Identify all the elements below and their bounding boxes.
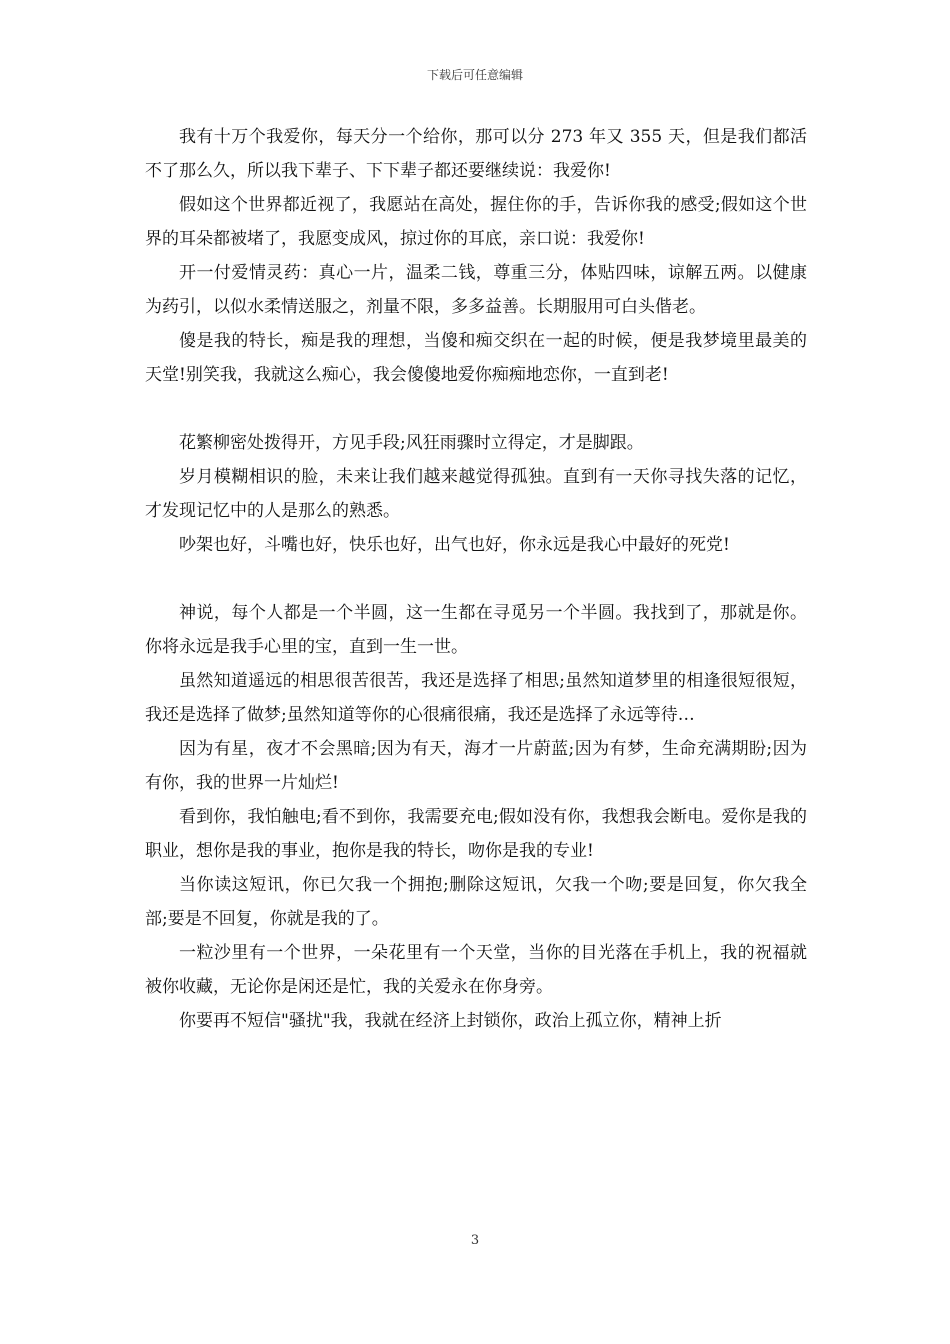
document-body <box>145 120 807 1038</box>
paragraph-7: 吵架也好，斗嘴也好，快乐也好，出气也好，你永远是我心中最好的死党! <box>179 535 730 555</box>
page-header: 下载后可任意编辑 <box>426 68 523 82</box>
paragraph-4: 傻是我的特长，痴是我的理想，当傻和痴交织在一起的时候，便是我梦境里最美的天堂!别笑我，我就这么痴心，我会傻傻地爱你痴痴地恋你，一直到老! <box>145 331 807 385</box>
page-number: 3 <box>470 1233 480 1248</box>
paragraph-14: 你要再不短信"骚扰"我，我就在经济上封锁你，政治上孤立你，精神上折 <box>179 1011 722 1031</box>
blank-line <box>145 392 807 426</box>
paragraph-1: 我有十万个我爱你，每天分一个给你，那可以分 273 年又 355 天，但是我们都活不了那么久，所以我下辈子、下下辈子都还要继续说：我爱你! <box>145 127 807 181</box>
paragraph-2: 假如这个世界都近视了，我愿站在高处，握住你的手，告诉你我的感受;假如这个世界的耳朵都被堵了，我愿变成风，掠过你的耳底，亲口说：我爱你! <box>145 195 807 249</box>
paragraph-11: 看到你，我怕触电;看不到你，我需要充电;假如没有你，我想我会断电。爱你是我的职业，想你是我的事业，抱你是我的特长，吻你是我的专业! <box>145 807 807 861</box>
paragraph-8: 神说，每个人都是一个半圆，这一生都在寻觅另一个半圆。我找到了，那就是你。你将永远是我手心里的宝，直到一生一世。 <box>145 603 807 657</box>
paragraph-10: 因为有星，夜才不会黑暗;因为有天，海才一片蔚蓝;因为有梦，生命充满期盼;因为有你，我的世界一片灿烂! <box>145 739 807 793</box>
blank-line <box>145 562 807 596</box>
paragraph-6: 岁月模糊相识的脸，未来让我们越来越觉得孤独。直到有一天你寻找失落的记忆，才发现记忆中的人是那么的熟悉。 <box>145 467 807 521</box>
paragraph-13: 一粒沙里有一个世界，一朵花里有一个天堂，当你的目光落在手机上，我的祝福就被你收藏，无论你是闲还是忙，我的关爱永在你身旁。 <box>145 943 807 997</box>
paragraph-9: 虽然知道遥远的相思很苦很苦，我还是选择了相思;虽然知道梦里的相逢很短很短，我还是选择了做梦;虽然知道等你的心很痛很痛，我还是选择了永远等待… <box>145 671 807 725</box>
paragraph-12: 当你读这短讯，你已欠我一个拥抱;删除这短讯，欠我一个吻;要是回复，你欠我全部;要是不回复，你就是我的了。 <box>145 875 807 929</box>
paragraph-5: 花繁柳密处拨得开，方见手段;风狂雨骤时立得定，才是脚跟。 <box>179 433 644 453</box>
paragraph-3: 开一付爱情灵药：真心一片，温柔二钱，尊重三分，体贴四味，谅解五两。以健康为药引，以似水柔情送服之，剂量不限，多多益善。长期服用可白头偕老。 <box>145 263 807 317</box>
